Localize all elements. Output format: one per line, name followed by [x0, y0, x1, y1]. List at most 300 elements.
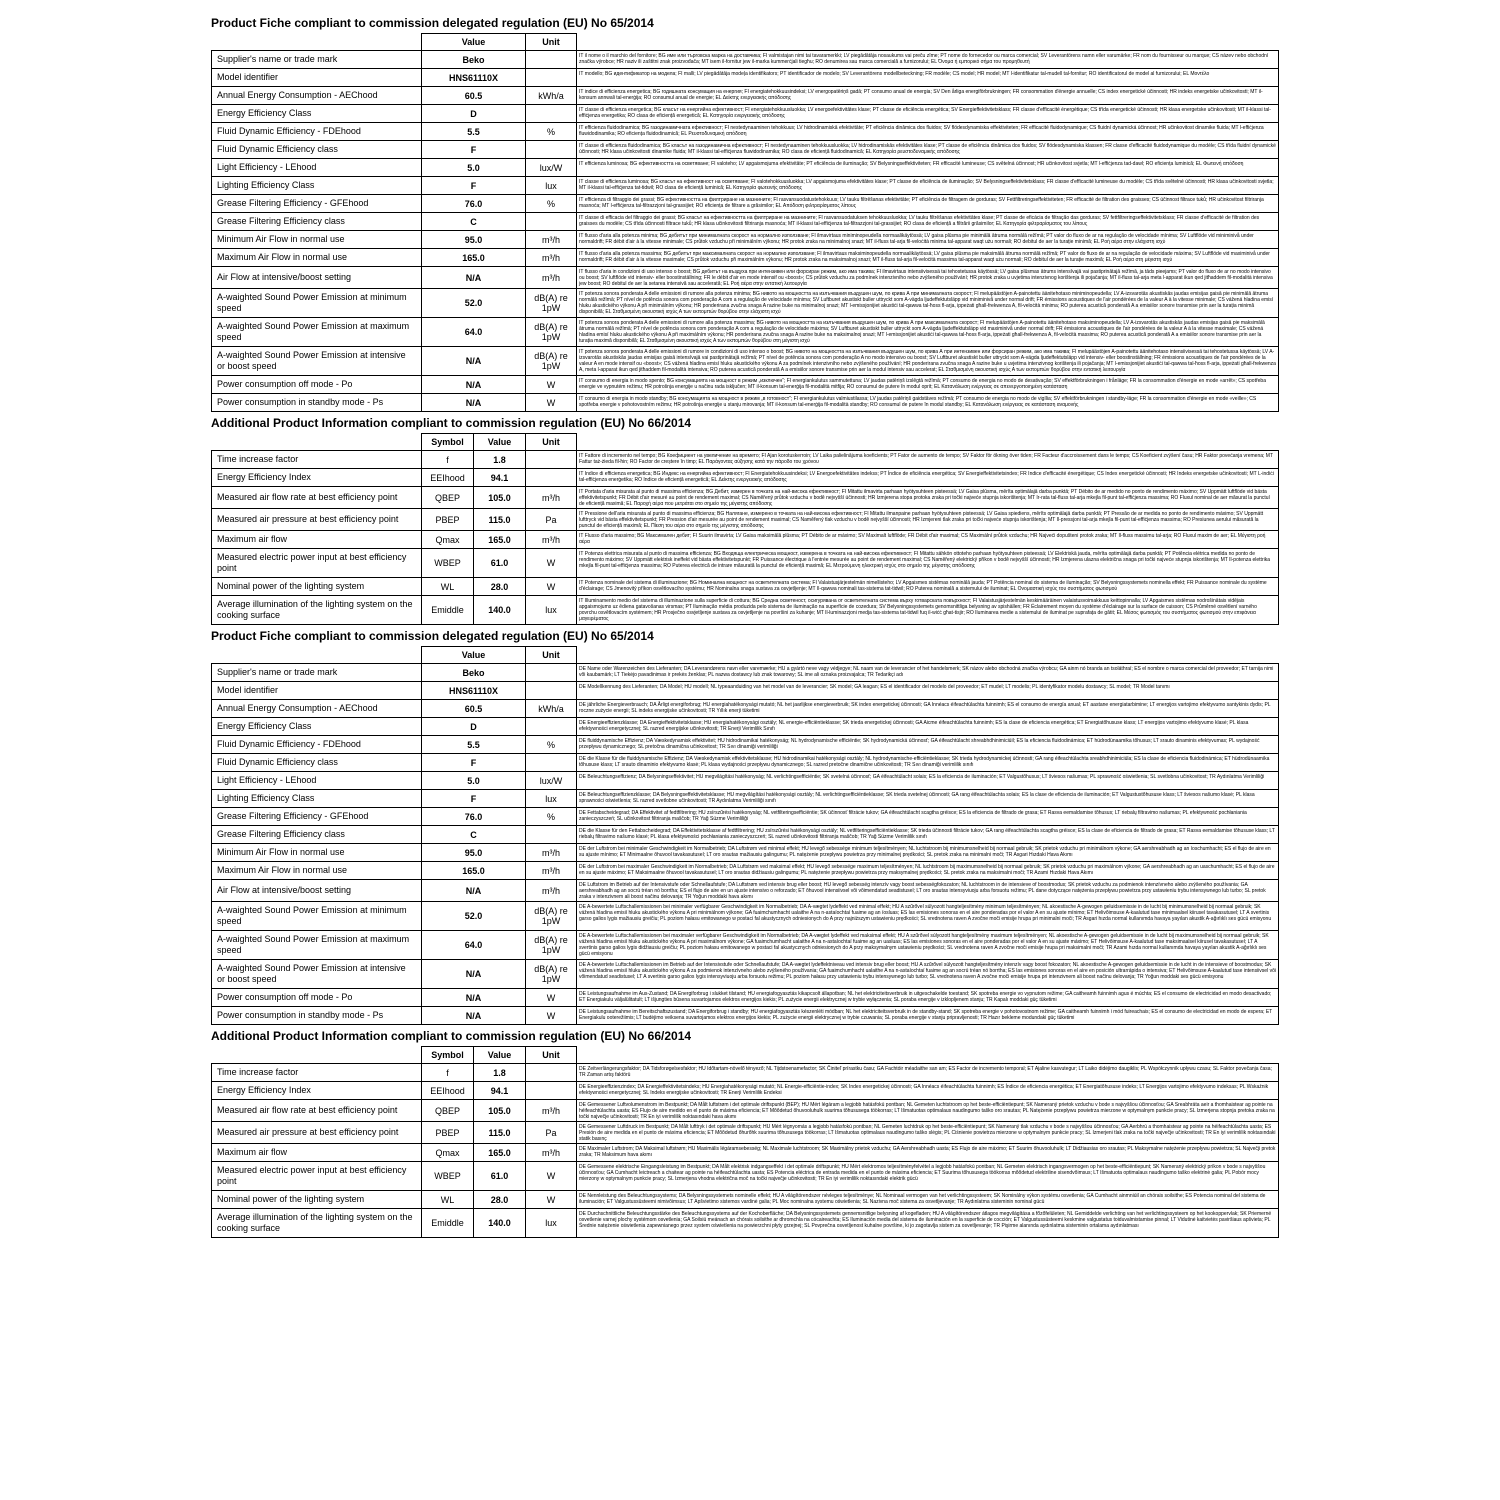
cell-symbol: WL — [422, 578, 474, 596]
cell-label: Time increase factor — [212, 1064, 422, 1082]
cell-value: Beko — [422, 664, 526, 682]
cell-label: A-waighted Sound Power Emission at maximum speed — [212, 318, 422, 347]
cell-label: A-waighted Sound Power Emission at minimum speed — [212, 289, 422, 318]
cell-label: Grease Filtering Efficiency - GFEhood — [212, 195, 422, 213]
cell-label: Maximum air flow — [212, 531, 422, 549]
cell-label: Maximum air flow — [212, 1144, 422, 1162]
cell-description: IT Potenza nominale del sistema di illuminazione; BG Номинална мощност на осветителната система; FI Valaistusjärjestelmän nimellisteho; LV Apgaismes sistēmas nominālā jauda; PT Potência nominal do sistema de iluminação; SV Belysningssystemets nominella effekt; FR Puissance nominale du système d'éclairage; CS Jmenovitý příkon osvětlovacího systému; HR Nominalna snaga sustava za osvjetljenje; MT Il-qawwa nominali tas-sistema tat-tidwil; RO Puterea nominală a sistemului de iluminat; EL Ονομαστική ισχύς του συστήματος φωτισμού — [577, 578, 1279, 596]
cell-label: Grease Filtering Efficiency - GFEhood — [212, 808, 422, 826]
fiche-table — [211, 646, 1279, 1025]
cell-unit — [526, 141, 577, 159]
table-row — [212, 664, 1279, 682]
cell-description: IT Illuminamento medio del sistema di illuminazione sulla superficie di cottura; BG Средна осветеност, осигурявана от осветителната система върху готварската повърхност; FI Valaistusjärjestelmän keskimääräinen valaistusvoimakkuus keittopinnalla; LV Apgaismes sistēmas nodrošinātais vidējais apgaismojums uz ēdiena gatavošanas virsmas; PT Iluminação média produzida pelo sistema de iluminação na superfície de cozedura; SV Belysningssystemets genomsnittliga belysning av spishällen; FR Éclairement moyen du système d'éclairage sur la surface de cuisson; CS Průměrné osvětlení varného povrchu osvětlovacím systémem; HR Prosječno osvjetljenje sustava za osvjetljenje na površini za kuhanje; MT Il-luminazzjoni medja tas-sistema tat-tidwil fuq il-wiċċ għat-tisjir; RO Iluminarea medie a sistemului de iluminat pe suprafața de gătit; EL Μέσος φωτισμός του συστήματος φωτισμού στην επιφάνεια μαγειρέματος — [577, 596, 1279, 625]
cell-unit: lux — [526, 1209, 577, 1238]
cell-symbol: WBEP — [422, 1162, 474, 1191]
cell-description: DE A-bewertete Luftschallemissionen bei maximaler verfügbarer Geschwindigkeit im Normalbetrieb; DA A-vægtet lydeffekt ved maksimal effekt; HU A szűrővel súlyozott hangteljesítmény maximum teljesítményen; NL akoestische A-gewogen geluidsemissie in de lucht bij maximumsnelheid bij normaal gebruik; SK vážená hladina emisií hluku akustického výkonu A pri maximálnom výkone; GA fuaimchumhacht ualaithe A na n-astaíochtaí fuaime ag an uasluas; ES las emisiones sonoras en el aire ponderadas por el valor A en su ajuste máximo; ET Helivõimsuse A-kaalutud tase maksimaalsel kiirusel tavakasutusel; LT A svertinis garso galios lygis didžiausiu greičiu; PL poziom hałasu emitowanego w postaci fal akustycznych odniesionych do A przy maksymalnym ustawieniu prędkości; SL vrednotena raven A zvočne moči emisije hrupa pri maksimalni moči; TR Azami hızda normal kullanımda havaya yayılan akustik A-ağırlıklı ses gücü emisyonu — [577, 931, 1279, 960]
cell-label: Measured electric power input at best efficiency point — [212, 549, 422, 578]
table-row — [212, 289, 1279, 318]
cell-description: DE Maximaler Luftstrom; DA Maksimal luftstrøm; HU Maximális légáramsebesség; NL Maximale luchtstroom; SK Maximálny prietok vzduchu; GA Aershreabhadh uasta; ES Flujo de aire máximo; ET Suurim õhuvooluhulk; LT Didžiausias oro srautas; PL Maksymalne natężenie przepływu powietrza; SL Največji pretok zraka; TR Maksimum hava akımı — [577, 1144, 1279, 1162]
table-row — [212, 195, 1279, 213]
table-row — [212, 989, 1279, 1007]
table-row — [212, 469, 1279, 487]
table-row — [212, 790, 1279, 808]
cell-description: IT Fattore di incremento nel tempo; BG Коефициент на увеличение на времето; FI Ajan korotuskerroin; LV Laika palielinājuma koeficients; PT Fator de aumento de tempo; SV Faktor för ökning över tiden; FR Facteur d'accroissement dans le temps; CS Koeficient zvýšení času; HR Faktor povećanja vremena; MT Fattur taż-żieda fil-ħin; RO Factor de creștere în timp; EL Παράγοντας αύξησης κατά την πάροδο του χρόνου — [577, 451, 1279, 469]
table-row — [212, 87, 1279, 105]
table-row — [212, 267, 1279, 289]
section-title: Additional Product Information compliant to commission regulation (EU) No 66/2014 — [211, 416, 692, 430]
cell-label: Energy Efficiency Index — [212, 469, 422, 487]
cell-value: N/A — [422, 880, 526, 902]
fiche-table — [211, 1046, 1279, 1238]
cell-description: IT consumo di energia in modo spento; BG консумацията на мощност в режим „изключен“; FI energiankulutus sammutettuna; LV jaudas patēriņš izslēgtā režīmā; PT consumo de energia no modo de desativação; SV effektförbrukningen i frånläge; FR la consommation d'énergie en mode «arrêt»; CS spotřeba energie ve vypnutém režimu; HR potrošnja energije u načinu rada isključen; MT il-konsum tal-enerġija fil-modalità mitfija; RO consumul de putere în modul oprit; EL Κατανάλωση ενέργειας σε απενεργοποιημένη κατάσταση — [577, 376, 1279, 394]
cell-value: 95.0 — [422, 844, 526, 862]
table-row — [212, 1191, 1279, 1209]
cell-value: 28.0 — [474, 578, 526, 596]
table-row — [212, 509, 1279, 531]
section-title: Additional Product Information compliant to commission regulation (EU) No 66/2014 — [211, 1029, 692, 1043]
table-row — [212, 682, 1279, 700]
cell-label: Minimum Air Flow in normal use — [212, 231, 422, 249]
cell-label: Power consumption off mode - Po — [212, 989, 422, 1007]
cell-unit: dB(A) re 1pW — [526, 318, 577, 347]
cell-label: Grease Filtering Efficiency class — [212, 826, 422, 844]
cell-description: DE die Klasse für die fluiddynamische Effizienz; DA Væskedynamisk effektivitetsklasse; HU hidrodinamikai hatékonysági osztály; NL hydrodynamische-efficiëntieklasse; SK trieda hydrodynamickej účinnosti; GA rang éifeachtúlachta sreabhdhinimiciúla; ES la clase de eficiencia fluidodinámica; ET hüdrodünaamika tõhususe klass; LT srauto dinaminio efektyvumo klasė; PL klasa wydajności przepływu dynamicznego; SL razred pretočne dinamične učinkovitosti; TR Sıvı dinamiği verimlilik sınıfı — [577, 754, 1279, 772]
cell-label: Power consumption in standby mode - Ps — [212, 1007, 422, 1025]
column-header-unit: Unit — [526, 1047, 577, 1064]
column-header-value: Value — [422, 647, 526, 664]
fiche-table — [211, 33, 1279, 412]
table-row — [212, 808, 1279, 826]
column-header-row — [212, 434, 1279, 451]
table-row — [212, 1007, 1279, 1025]
cell-value: 5.0 — [422, 772, 526, 790]
table-row — [212, 105, 1279, 123]
cell-unit: dB(A) re 1pW — [526, 931, 577, 960]
cell-label: Grease Filtering Efficiency class — [212, 213, 422, 231]
cell-unit: W — [526, 1191, 577, 1209]
header-spacer — [212, 34, 422, 51]
cell-symbol: PBEP — [422, 1122, 474, 1144]
cell-value: 94.1 — [474, 1082, 526, 1100]
column-header-value: Value — [474, 434, 526, 451]
cell-description: IT Flusso d'aria massimo; BG Максимален дебит; FI Suurin ilmavirta; LV Gaisa maksimālā plūsma; PT Débito de ar máximo; SV Maximalt luftflöde; FR Débit d'air maximal; CS Maximální průtok vzduchu; HR Najveći dopušteni protok zraka; MT Il-fluss massimu tal-arja; RO Fluxul maxim de aer; EL Μέγιστη ροή αέρα — [577, 531, 1279, 549]
column-header-symbol: Symbol — [422, 434, 474, 451]
cell-description: DE Energieeffizienzindex; DA Energieffektivitetsindeks; HU Energiahatékonysági mutató; NL Energie-efficiëntie-index; SK Index energetickej účinnosti; GA Innéacs éifeachtúlachta fuinnimh; ES Índice de eficiencia energética; ET Energiatõhususe indeks; LT Energijos vartojimo efektyvumo indeksas; PL Wskaźnik efektywności energetycznej; SL Indeks energijske učinkovitosti; TR Enerji Verimlilik Endeksi — [577, 1082, 1279, 1100]
cell-value: N/A — [422, 960, 526, 989]
table-row — [212, 177, 1279, 195]
fiche-table — [211, 433, 1279, 625]
cell-value: 165.0 — [422, 862, 526, 880]
cell-value: 76.0 — [422, 195, 526, 213]
cell-unit: Pa — [526, 509, 577, 531]
cell-value: 52.0 — [422, 289, 526, 318]
column-header-unit: Unit — [526, 434, 577, 451]
table-row — [212, 231, 1279, 249]
cell-description: IT il nome o il marchio del fornitore; BG име или търговска марка на доставчика; FI valmistajan nimi tai tavaramerkki; LV piegādātāja nosaukums vai preču zīme; PT nome do fornecedor ou marca comercial; SV Leverantörens namn eller varumärke; FR nom du fournisseur ou marque; CS název nebo obchodní značka výrobce; HR naziv ili zaštitni znak proizvođača; MT isem il-fornitur jew il-marka kummerċjali tiegħu; RO denumirea sau marca comercială a furnizorului; EL Όνομα ή εμπορικό σήμα του προμηθευτή — [577, 51, 1279, 69]
cell-label: Energy Efficiency Index — [212, 1082, 422, 1100]
table-row — [212, 394, 1279, 412]
column-header-row — [212, 34, 1279, 51]
table-row — [212, 1064, 1279, 1082]
cell-unit — [526, 826, 577, 844]
cell-unit — [526, 1064, 577, 1082]
cell-unit — [526, 213, 577, 231]
cell-value: 165.0 — [474, 531, 526, 549]
header-spacer — [577, 34, 1279, 51]
cell-description: DE Zeitverlängerungsfaktor; DA Tidsforøgelsesfaktor; HU Időtartam-növelő tényező; NL Tijdstoenamefactor; SK Činiteľ prírastku času; GA Fachtóir méadaithe san am; ES Factor de incremento temporal; ET Ajaline kasvutegur; LT Laiko didėjimo daugiklis; PL Współczynnik upływu czasu; SL Faktor povečanja časa; TR Zaman artış faktörü — [577, 1064, 1279, 1082]
cell-value: 1.8 — [474, 451, 526, 469]
cell-unit: W — [526, 549, 577, 578]
cell-value: HNS61110X — [422, 69, 526, 87]
cell-label: Fluid Dynamic Efficiency - FDEhood — [212, 123, 422, 141]
product-fiche-65-2014-b — [211, 629, 1280, 1025]
cell-unit: lux/W — [526, 159, 577, 177]
cell-label: A-waighted Sound Power Emission at maximum speed — [212, 931, 422, 960]
cell-description: IT efficienza luminosa; BG ефективността на осветяване; FI valoteho; LV apgaismojuma efektivitāte; PT eficiência de iluminação; SV Belysningseffektiviteten; FR efficacité lumineuse; CS světelná účinnost; HR učinkovitost svjetla; MT l-effiċjenza tad-dawl; RO eficiența luminică; EL Φωτεινή απόδοση — [577, 159, 1279, 177]
cell-value: 52.0 — [422, 902, 526, 931]
table-row — [212, 880, 1279, 902]
cell-value: F — [422, 141, 526, 159]
cell-unit: lux — [526, 790, 577, 808]
cell-label: Nominal power of the lighting system — [212, 1191, 422, 1209]
column-header-value: Value — [422, 34, 526, 51]
cell-unit: W — [526, 1007, 577, 1025]
cell-unit: W — [526, 376, 577, 394]
cell-unit: % — [526, 123, 577, 141]
cell-label: Measured air pressure at best efficiency point — [212, 509, 422, 531]
table-row — [212, 451, 1279, 469]
cell-label: Measured air flow rate at best efficiency point — [212, 487, 422, 509]
cell-value: 165.0 — [422, 249, 526, 267]
cell-description: IT Pressione dell'aria misurata al punto di massima efficienza; BG Налягане, измерено в точката на най-висока ефективност; FI Mitattu ilmanpaine parhaan hyötysuhteen pisteessä; LV Gaisa spiediens, mērīts optimālajā darba punktā; PT Pressão de ar medida no ponto de rendimento máximo; SV Uppmätt lufttryck vid bästa effektivitetspunkt; FR Pression d'air mesurée au point de rendement maximal; CS Naměřený tlak vzduchu v bodě nejvyšší účinnosti; HR Izmjereni tlak zraka pri točki najveće stupnja iskorištenja; MT Il-pressjoni tal-arja mkejla fil-punt tal-effiċjenza massima; RO Presiunea aerului măsurată la punctul de eficiență maximă; EL Πίεση του αέρα στο σημείο της μέγιστης απόδοσης — [577, 509, 1279, 531]
cell-unit — [526, 69, 577, 87]
table-row — [212, 902, 1279, 931]
cell-value: 64.0 — [422, 931, 526, 960]
cell-value: 61.0 — [474, 549, 526, 578]
cell-description: IT indice di efficienza energetica; BG годишната консумация на енергия; FI energiatehokkuusindeksi; LV energopatēriņš gadā; PT consumo anual de energia; SV Den årliga energiförbrukningen; FR consommation d'énergie annuelle; CS index energetické účinnosti; HR indeks energetske učinkovitosti; MT il-konsum annwali tal-enerġija; RO consumul anual de energie; EL Δείκτης ενεργειακής απόδοσης — [577, 87, 1279, 105]
table-row — [212, 531, 1279, 549]
cell-label: Maximum Air Flow in normal use — [212, 862, 422, 880]
cell-description: IT efficienza di filtraggio dei grassi; BG ефективността на филтриране на мазнините; FI rasvansuodatustehokkuus; LV tauku filtrēšanas efektivitāte; PT eficiência de filtragem de gorduras; SV Fettfiltreringseffektiviteten; FR efficacité de filtration des graisses; CS účinnost filtrace tuků; HR učinkovitost filtriranja masnoća; MT l-effiċjenza tal-filtrazzjoni tal-grassijiet; RO eficiența de filtrare a grăsimilor; EL Απόδοση φιλτραρίσματος λίπους — [577, 195, 1279, 213]
cell-symbol: EEIhood — [422, 1082, 474, 1100]
cell-label: Light Efficiency - LEhood — [212, 772, 422, 790]
cell-unit: dB(A) re 1pW — [526, 347, 577, 376]
table-row — [212, 844, 1279, 862]
section-title: Product Fiche compliant to commission delegated regulation (EU) No 65/2014 — [211, 16, 654, 30]
product-fiche-65-2014-a — [211, 16, 1280, 412]
cell-label: Fluid Dynamic Efficiency class — [212, 141, 422, 159]
cell-label: A-waighted Sound Power Emission at intensive or boost speed — [212, 347, 422, 376]
table-row — [212, 578, 1279, 596]
cell-value: 94.1 — [474, 469, 526, 487]
cell-symbol: PBEP — [422, 509, 474, 531]
cell-description: DE der Luftstrom bei minimaler Geschwindigkeit im Normalbetrieb; DA Luftstrøm ved minimal effekt; HU levegő sebessége minimum teljesítményen; NL luchtstroom bij minimumsnelheid bij normaal gebruik; SK prietok vzduchu pri minimálnom výkone; GA aershreabhadh ag an íoschumhacht; ES el flujo de aire en su ajuste mínimo; ET Minimaalne õhuvool tavakasutusel; LT oro srautas mažiausiu galingumu; PL natężenie przepływu powietrza przy minimalnej prędkości; SL pretok zraka na minimalni moči; TR Asgari Hızdaki Hava Akımı — [577, 844, 1279, 862]
cell-description: DE Name oder Warenzeichen des Lieferanten; DA Leverandørens navn eller varemærke; HU a gyártó neve vagy védjegye; NL naam van de leverancier of het handelsmerk; SK názov alebo obchodná značka výrobcu; GA ainm nó branda an tsoláthraí; ES el nombre o marca comercial del proveedor; ET tarnija nimi või kaubamärk; LT Tiekėjo pavadinimas ir prekės ženklas; PL nazwa dostawcy lub znak towarowy; SL ime ali oznaka proizvajalca; TR Tedarikçi adı — [577, 664, 1279, 682]
table-row — [212, 718, 1279, 736]
cell-unit: m³/h — [526, 880, 577, 902]
table-row — [212, 376, 1279, 394]
cell-value: F — [422, 177, 526, 195]
cell-symbol: QBEP — [422, 1100, 474, 1122]
cell-unit: m³/h — [526, 844, 577, 862]
cell-value: 105.0 — [474, 1100, 526, 1122]
header-spacer — [212, 647, 422, 664]
table-row — [212, 1082, 1279, 1100]
cell-label: Model identifier — [212, 69, 422, 87]
cell-description: IT flusso d'aria in condizioni di uso intenso o boost; BG дебитът на въздуха при интензивен или форсиран режим, ако има такива; FI ilmavirtaus intensiivisessä tai tehostetussa käytössä; LV gaisa plūsmas ātrums intensīvajā vai pastiprinātajā režīmā, ja tāds pieejams; PT valor do fluxo de ar no modo intensivo ou boost; SV luftflöde vid intensiv- eller boostinställning; FR le débit d'air en mode intensif ou «boost»; CS průtok vzduchu za podmínek intenzivního nebo zvýšeného používání; HR protok zraka u uvjetima intenzivnog korištenja ili pojačanja; MT il-fluss tal-arja meta l-apparat ikun qed jitħaddem fil-modalità intensiva jew boost; RO debitul de aer la setarea intensivă sau accelerată; EL Ροή αέρα στην εντατική λειτουργία — [577, 267, 1279, 289]
cell-description: IT Indice di efficienza energetica; BG Индекс на енергийна ефективност; FI Energiatehokkuusindeksi; LV Energoefektivitātes indekss; PT Índice de eficiência energética; SV Energieffektivitetsindex; FR Indice d'efficacité énergétique; CS Index energetické účinnosti; HR Indeks energetske učinkovitosti; MT L-indiċi tal-effiċjenza enerġetika; RO Indice de eficiență energetică; EL Δείκτης ενεργειακής απόδοσης — [577, 469, 1279, 487]
table-row — [212, 1209, 1279, 1238]
cell-label: Measured air flow rate at best efficiency point — [212, 1100, 422, 1122]
cell-unit: m³/h — [526, 862, 577, 880]
cell-value: 115.0 — [474, 1122, 526, 1144]
column-header-row — [212, 1047, 1279, 1064]
cell-value: 115.0 — [474, 509, 526, 531]
table-row — [212, 1144, 1279, 1162]
cell-label: Air Flow at intensive/boost setting — [212, 267, 422, 289]
cell-value: 5.5 — [422, 736, 526, 754]
table-row — [212, 1162, 1279, 1191]
cell-description: DE Leistungsaufnahme im Bereitschaftszustand; DA Energiforbrug i standby; HU energiafogyasztás készenléti módban; NL het elektriciteitsverbruik in de standby-stand; SK spotreba energie v pohotovostnom režime; GA caitheamh fuinnimh i mód fuireachais; ES el consumo de electricidad en modo de espera; ET Energiakulu ooterežiimis; LT budėjimo veiksena suvartojamos elektros energijos kiekis; PL zużycie energii elektrycznej w trybie czuwania; SL poraba energije v stanju pripravljenosti; TR Hazır bekleme modundaki güç tüketimi — [577, 1007, 1279, 1025]
cell-label: Lighting Efficiency Class — [212, 790, 422, 808]
cell-unit — [526, 105, 577, 123]
cell-unit: W — [526, 394, 577, 412]
cell-description: IT flusso d'aria alla potenza minima; BG дебитът при минималната скорост на нормално използване; FI ilmavirtaus miniminopeudella normaalikäytössä; LV gaisa plūsma pie minimālā ātruma normālā režīmā; PT valor do fluxo de ar na regulação de velocidade mínima; SV Luftflöde vid miniminivå under normaldrift; FR débit d'air à la vitesse minimale; CS průtok vzduchu při minimálním výkonu; HR protok zraka na minimalnoj snazi; MT il-fluss tal-arja fil-veloċità minima tal-apparat waqt użu normali; RO debitul de aer la turație minimă; EL Ροή αέρα στην ελάχιστη ισχύ — [577, 231, 1279, 249]
cell-description: DE Gemessene elektrische Eingangsleistung im Bestpunkt; DA Målt elektrisk indgangseffekt i det optimale driftspunkt; HU Mért elektromos teljesítményfelvétel a legjobb hatásfokú pontban; NL Gemeten elektrisch ingangsvermogen op het beste-efficiëntiepunt; SK Nameraný elektrický príkon v bode s najvyššou účinnosťou; GA Cumhacht leictreach a chaitear ag pointe na héifeachtúlachta uasta; ES Potencia eléctrica de entrada medida en el punto de máxima eficiencia; ET Suurima tõhususega töökorras mõõdetud elektriline sisendvõimsus; LT Išmatuota optimalaus naudingumo taško elektrinė galia; PL Pobór mocy mierzony w optymalnym punkcie pracy; SL Izmerjena vhodna električna moč na točki največje učinkovitosti; TR En iyi verimlilik noktasındaki elektrik gücü — [577, 1162, 1279, 1191]
cell-value: N/A — [422, 376, 526, 394]
cell-unit: kWh/a — [526, 87, 577, 105]
cell-unit: kWh/a — [526, 700, 577, 718]
cell-label: Minimum Air Flow in normal use — [212, 844, 422, 862]
cell-description: IT potenza sonora ponderata A delle emissioni di rumore alla potenza minima; BG нивото на мощността на излъчвания въздушен шум, по крива А при минималната скорост; FI melupäästöjen A-painotettu äänitehotaso miniminopeudella; LV A-izsvarotās akustiskās jaudas emisijas gaisā pie minimālā ātruma normālā režīmā; PT nível de potência sonora com ponderação A com a regulação de velocidade mínima; SV Luftburet akustiskt buller uttryckt som A-vägda ljudeffektutsläpp vid miniminivå under normal drift; FR émissions acoustiques de l'air pondérées de la valeur A à la vitesse minimale; CS vážená hladina emisí hluku akustického výkonu A při minimálním výkonu; HR ponderirana zvučna snaga A razine buke na minimalnoj snazi; MT l-emissjonijiet akustiċi tal-qawwa tal-ħoss fl-arja, ippeżati għall-frekwenza A, fil-veloċità minima; RO puterea acustică ponderată A a emisiilor sonore transmise prin aer la turația minimă disponibilă; EL Σταθμισμένη ακουστική ισχύς Α των εκπομπών θορύβου στην ελάχιστη ισχύ — [577, 289, 1279, 318]
cell-value: N/A — [422, 347, 526, 376]
cell-value: 5.5 — [422, 123, 526, 141]
table-row — [212, 960, 1279, 989]
cell-value: 60.5 — [422, 87, 526, 105]
cell-label: A-waighted Sound Power Emission at minimum speed — [212, 902, 422, 931]
additional-info-66-2014-a — [211, 416, 1280, 625]
cell-label: Measured electric power input at best efficiency point — [212, 1162, 422, 1191]
cell-symbol: Qmax — [422, 531, 474, 549]
cell-label: Energy Efficiency Class — [212, 718, 422, 736]
cell-value: 5.0 — [422, 159, 526, 177]
column-header-row — [212, 647, 1279, 664]
cell-label: Supplier's name or trade mark — [212, 664, 422, 682]
cell-value: D — [422, 718, 526, 736]
cell-symbol: QBEP — [422, 487, 474, 509]
cell-description: DE jährliche Energieverbrauch; DA Årligt energiforbrug; HU energiahatékonysági mutató; NL het jaarlijkse energieverbruik; SK index energetickej účinnosti; GA Innéacs éifeachtúlachta fuinnimh; ES el consumo de energía anual; ET aastane energiatarbimine; LT energijos vartojimo efektyvumo santykinis dydis; PL roczne zużycie energii; SL indeks energijske učinkovitosti; TR Yıllık enerji tüketimi — [577, 700, 1279, 718]
cell-description: DE Durchschnittliche Beleuchtungsstärke des Beleuchtungssystems auf der Kochoberfläche; DA Belysningssystemets gennemsnitlige belysning af kogefladen; HU A világítórendszer átlagos megvilágítása a főzőfelületen; NL Gemiddelde verlichting van het verlichtingssysteem op het kookoppervlak; SK Priemerné osvetlenie varnej plochy systémom osvetlenia; GA Soilsiú meánach an chórais soilsithe ar dhromchla na cócaireachta; ES Iluminación media del sistema de iluminación en la superficie de cocción; ET Valgustussüsteemi keskmine valgustatus toiduvalmistamise pinnal; LT Vidutinė kaitvietės paviršiaus apšvieta; PL Średnie natężenie oświetlenia zapewnianego przez system oświetlenia na powierzchni płyty grzejnej; SL Povprečna osvetljenost kuhalne površine, ki jo zagotavlja sistem za osvetljevanje; TR Pişirme alanında aydınlatma sisteminin ortalama aydınlatması — [577, 1209, 1279, 1238]
cell-unit: m³/h — [526, 249, 577, 267]
additional-info-66-2014-b — [211, 1029, 1280, 1238]
cell-unit — [526, 682, 577, 700]
cell-value: 140.0 — [474, 1209, 526, 1238]
cell-unit: W — [526, 578, 577, 596]
cell-description: IT classe di efficienza luminosa; BG класът на ефективност на осветяване; FI valotehokkuusluokka; LV apgaismojuma efektivitātes klase; PT classe de eficiência de iluminação; SV Belysningseffektivitetsklass; FR classe d'efficacité lumineuse du modèle; CS třída světelné účinnosti; HR klasa učinkovitosti svjetla; MT il-klassi tal-effiċjenza tat-tidwil; RO clasa de eficiență luminică; EL Κατηγορία φωτεινής απόδοσης — [577, 177, 1279, 195]
table-row — [212, 69, 1279, 87]
cell-symbol: WBEP — [422, 549, 474, 578]
cell-label: Fluid Dynamic Efficiency - FDEhood — [212, 736, 422, 754]
cell-unit: lux — [526, 596, 577, 625]
cell-description: IT classe di efficacia del filtraggio dei grassi; BG класът на ефективността на филтриране на мазнините; FI rasvansuodatuksen tehokkuusluokka; LV tauku filtrēšanas efektivitātes klase; PT classe de eficácia de filtração das gorduras; SV fettfiltreringseffektivitetsklass; FR classe d'efficacité de filtration des graisses du modèle; CS třída účinnosti filtrace tuků; HR klasa učinkovitosti filtriranja masnoća; MT il-klassi tal-effiċjenza tal-filtrazzjoni tal-grassijiet; RO clasa de eficiență a filtrării grăsimilor; EL Κατηγορία φιλτραρίσματος του λίπους — [577, 213, 1279, 231]
header-spacer — [577, 1047, 1279, 1064]
cell-label: Time increase factor — [212, 451, 422, 469]
table-row — [212, 318, 1279, 347]
cell-label: Annual Energy Consumption - AEChood — [212, 700, 422, 718]
cell-value: C — [422, 826, 526, 844]
cell-label: Annual Energy Consumption - AEChood — [212, 87, 422, 105]
table-row — [212, 596, 1279, 625]
cell-value: 28.0 — [474, 1191, 526, 1209]
cell-description: DE Beleuchtungseffizienz; DA Belysningseffektivitet; HU megvilágítási hatékonyság; NL verlichtingsefficiëntie; SK svetelná účinnosť; GA éifeachtúlacht solais; ES la eficiencia de iluminación; ET Valgustõhusus; LT šviesos našumas; PL sprawność oświetlenia; SL svetlobna učinkovitost; TR Aydınlatma Verimliliği — [577, 772, 1279, 790]
cell-value: Beko — [422, 51, 526, 69]
table-row — [212, 549, 1279, 578]
column-header-unit: Unit — [526, 647, 577, 664]
cell-symbol: EEIhood — [422, 469, 474, 487]
table-row — [212, 347, 1279, 376]
cell-unit — [526, 664, 577, 682]
cell-description: IT potenza sonora ponderata A delle emissioni di rumore in condizioni di uso intenso o boost; BG нивото на мощността на излъчвания въздушен шум, по крива А при интензивен или форсиран режим, ако има такива; FI melupäästöjen A-painotettu äänitehotaso intensiivisessä tai tehostetussa käytössä; LV A-izsvarotās akustiskās jaudas emisijas gaisā intensīvajā vai pastiprinātajā režīmā; PT nível de potência sonora com ponderação A no modo intensivo ou boost; SV Luftburet akustiskt buller uttryckt som A-vägda ljudeffektutsläpp vid intensiv- eller boostinställning; FR émissions acoustiques de l'air pondérées de la valeur A en mode intensif ou «boost»; CS vážená hladina emisí hluku akustického výkonu A za podmínek intenzivního nebo zvýšeného používání; HR ponderirana zvučna snaga A razine buke u uvjetima intenzivnog korištenja ili pojačanja; MT l-emissjonijiet akustiċi tal-qawwa tal-ħoss fl-arja, ippeżati għall-frekwenza A, meta l-apparat ikun qed jitħaddem fil-modalità intensiva; RO puterea acustică ponderată A a emisiilor sonore transmise prin aer la modul intensiv sau accelerat; EL Σταθμισμένη ακουστική ισχύς Α των εκπομπών θορύβου στην εντατική λειτουργία — [577, 347, 1279, 376]
cell-value: 64.0 — [422, 318, 526, 347]
cell-unit: % — [526, 736, 577, 754]
cell-value: HNS61110X — [422, 682, 526, 700]
cell-description: DE Leistungsaufnahme im Aus-Zustand; DA Energiforbrug i slukket tilstand; HU energiafogyasztás kikapcsolt állapotban; NL het elektriciteitsverbruik in uitgeschakelde toestand; SK spotreba energie vo vypnutom režime; GA caitheamh fuinnimh agus é múchta; ES el consumo de electricidad en modo desactivado; ET Energiakulu väljalülitatult; LT išjungties būsena suvartojamos elektros energijos kiekis; PL zużycie energii elektrycznej w trybie wyłączenia; SL poraba energije v izklopljenem stanju; TR Kapalı moddaki güç tüketimi — [577, 989, 1279, 1007]
cell-description: IT consumo di energia in modo standby; BG консумацията на мощност в режим „в готовност“; FI energiankulutus valmiustilassa; LV jaudas patēriņš gaidstāves režīmā; PT consumo de energia no modo de vigília; SV effektförbrukningen i standby-läge; FR la consommation d'énergie en mode «veille»; CS spotřeba energie v pohotovostním režimu; HR potrošnja energije u stanju mirovanja; MT il-konsum tal-enerġija fil-modalità standby; RO consumul de putere în modul standby; EL Κατανάλωση ενέργειας σε κατάσταση αναμονής — [577, 394, 1279, 412]
cell-label: Power consumption in standby mode - Ps — [212, 394, 422, 412]
header-spacer — [577, 647, 1279, 664]
cell-unit — [526, 1082, 577, 1100]
table-row — [212, 931, 1279, 960]
cell-description: DE Nennleistung des Beleuchtungssystems; DA Belysningssystemets nominelle effekt; HU A világítórendszer névleges teljesítménye; NL Nominaal vermogen van het verlichtingssysteem; SK Nominálny výkon systému osvetlenia; GA Cumhacht ainmniúil an chórais soilsithe; ES Potencia nominal del sistema de iluminación; ET Valgustussüsteemi nimivõimsus; LT Apšvietimo sistemos vardinė galia; PL Moc nominalna systemu oświetlenia; SL Nazivna moč sistema za osvetljevanje; TR Aydınlatma sisteminin nominal gücü — [577, 1191, 1279, 1209]
cell-description: DE Modellkennung des Lieferanten; DA Model; HU modell; NL typeaanduiding van het model van de leverancier; SK model; GA leagan; ES el identificador del modelo del proveedor; ET mudel; LT modelis; PL identyfikator modelu dostawcy; SL model; TR Model tanımı — [577, 682, 1279, 700]
cell-unit — [526, 718, 577, 736]
cell-label: Average illumination of the lighting system on the cooking surface — [212, 596, 422, 625]
cell-symbol: WL — [422, 1191, 474, 1209]
cell-unit: dB(A) re 1pW — [526, 289, 577, 318]
cell-label: Nominal power of the lighting system — [212, 578, 422, 596]
cell-label: Maximum Air Flow in normal use — [212, 249, 422, 267]
cell-unit: m³/h — [526, 487, 577, 509]
cell-unit — [526, 51, 577, 69]
cell-symbol: Qmax — [422, 1144, 474, 1162]
table-row — [212, 862, 1279, 880]
table-row — [212, 141, 1279, 159]
cell-unit: lux/W — [526, 772, 577, 790]
cell-label: Power consumption off mode - Po — [212, 376, 422, 394]
cell-value: 76.0 — [422, 808, 526, 826]
table-row — [212, 249, 1279, 267]
cell-unit — [526, 451, 577, 469]
cell-value: N/A — [422, 394, 526, 412]
cell-label: Lighting Efficiency Class — [212, 177, 422, 195]
cell-unit: % — [526, 808, 577, 826]
cell-description: IT modello; BG идентификатор на модела; FI malli; LV piegādātāja modeļa identifikators; PT identificador de modelo; SV Leverantörens modellbeteckning; FR modèle; CS model; HR model; MT l-identifikatur tal-mudell tal-fornitur; RO identificatorul de model al furnizorului; EL Μοντέλο — [577, 69, 1279, 87]
cell-value: F — [422, 754, 526, 772]
column-header-unit: Unit — [526, 34, 577, 51]
table-row — [212, 772, 1279, 790]
cell-unit: W — [526, 989, 577, 1007]
cell-symbol: Emiddle — [422, 1209, 474, 1238]
cell-description: IT flusso d'aria alla potenza massima; BG дебитът при максималната скорост на нормално използване; FI ilmavirtaus maksiminopeudella normaalikäytössä; LV gaisa plūsma pie maksimālā ātruma normālā režīmā; PT valor do fluxo de ar na regulação de velocidade máxima; SV Luftflöde vid maximinivå under normaldrift; FR débit d'air à la vitesse maximale; CS průtok vzduchu při maximálním výkonu; HR protok zraka na maksimalnoj snazi; MT il-fluss tal-arja fil-veloċità massima tal-apparat waqt użu normali; RO debitul de aer la turație maximă; EL Ροή αέρα στη μέγιστη ισχύ — [577, 249, 1279, 267]
header-spacer — [212, 434, 422, 451]
cell-symbol: f — [422, 1064, 474, 1082]
table-row — [212, 487, 1279, 509]
cell-unit: dB(A) re 1pW — [526, 902, 577, 931]
cell-description: DE Beleuchtungseffizienzklasse; DA Belysningseffektivitetsklasse; HU megvilágítási hatékonysági osztály; NL verlichtingsefficiëntieklasse; SK trieda svetelnej účinnosti; GA rang éifeachtúlachta solais; ES la clase de eficiencia de iluminación; ET Valgustustõhususe klass; LT šviesos našumo klasė; PL klasa sprawności oświetlenia; SL razred svetlobne učinkovitosti; TR Aydınlatma Verimliliği sınıfı — [577, 790, 1279, 808]
cell-description: IT classe di efficienza energetica; BG класът на енергийна ефективност; FI energiatehokkuusluokka; LV energoefektivitātes klase; PT classe de eficiência energética; SV Energieffektivitetsklass; FR classe d'efficacité énergétique; CS třída energetické účinnosti; HR klasa energetske učinkovitosti; MT il-klassi tal-effiċjenza energetika; RO clasa de eficiență energetică; EL Κατηγορία ενεργειακής απόδοσης — [577, 105, 1279, 123]
cell-description: DE A-bewertete Luftschallemissionen im Betrieb auf der Intensivstufe oder Schnellaufstufe; DA A-vægtet lydeffektniveau ved intensiv brug eller boost; HU A szűrővel súlyozott hangteljesítmény intenzív vagy boost fokozaton; NL akoestische A-gewogen geluidsemissie in de lucht in de intensieve of boostmodus; SK vážená hladina emisií hluku akustického výkonu A za podmienok intenzívneho alebo zvýšeného používania; GA fuaimchumhacht ualaithe A na n-astaíochtaí fuaime ag an socrú tréan nó borrtha; ES las emisiones sonoras en el aire en posición ultrarrápida o intensiva; ET Helivõimsuse A-kaalutud tase intensiivsel või võimendatud seadistusel; LT A svertinis garso galios lygis intensyviuoju arba forsuotu režimu; PL poziom hałasu przy ustawieniu trybu intensywnego lub turbo; SL vrednotena raven A zvočne moči emisije hrupa pri intenzivnem ali boost načinu delovanja; TR Yoğun moddaki ses gücü emisyonu — [577, 960, 1279, 989]
cell-description: DE Energieeffizienzklasse; DA Energieffektivitetsklasse; HU energiahatékonysági osztály; NL energie-efficiëntieklasse; SK trieda energetickej účinnosti; GA Aicme éifeachtúlachta fuinnimh; ES la clase de eficiencia energética; ET Energiatõhususe klass; LT energijos vartojimo efektyvumo klasė; PL klasa efektywności energetycznej; SL razred energijske učinkovitosti; TR Enerji Verimlilik Sınıfı — [577, 718, 1279, 736]
cell-unit: m³/h — [526, 231, 577, 249]
cell-label: Fluid Dynamic Efficiency class — [212, 754, 422, 772]
cell-value: N/A — [422, 1007, 526, 1025]
cell-description: IT classe di efficienza fluidodinamica; BG класът на газодинамична ефективност; FI nestedynaaminen tehokkuusluokka; LV hidrodinamiskās efektivitātes klase; PT classe de eficiência dinâmica dos fluidos; SV flödesdynamiska klassen; FR classe d'efficacité fluidodynamique du modèle; CS třída fluidní dynamické účinnosti; HR klasa učinkovitosti dinamike fluida; MT il-klassi tal-effiċjenza fluwidodinamika; RO clasa de eficiență fluidodinamică; EL Κατηγορία ρευστοδυναμικής απόδοσης — [577, 141, 1279, 159]
cell-unit: lux — [526, 177, 577, 195]
cell-value: 60.5 — [422, 700, 526, 718]
cell-description: DE Fettabscheidegrad; DA Effektivitet af fedtfiltrering; HU zsírszűrési hatékonyság; NL vetfilteringsefficiëntie; SK účinnosť filtrácie tukov; GA éifeachtúlacht scagtha gréisce; ES la eficiencia de filtrado de grasa; ET Rasva eemaldamise tõhusus; LT riebalų filtravimo našumas; PL efektywność pochłaniania zanieczyszczeń; SL učinkovitost filtriranja maščob; TR Yağ Süzme Verimliliği — [577, 808, 1279, 826]
cell-value: 61.0 — [474, 1162, 526, 1191]
cell-label: Measured air pressure at best efficiency point — [212, 1122, 422, 1144]
cell-unit — [526, 469, 577, 487]
column-header-value: Value — [474, 1047, 526, 1064]
header-spacer — [577, 434, 1279, 451]
header-spacer — [212, 1047, 422, 1064]
cell-unit: m³/h — [526, 267, 577, 289]
cell-value: 165.0 — [474, 1144, 526, 1162]
cell-description: DE A-bewertete Luftschallemissionen bei minimaler verfügbarer Geschwindigkeit im Normalbetrieb; DA A-vægtet lydeffekt ved minimal effekt; HU A szűrővel súlyozott hangteljesítmény minimum teljesítményen; NL akoestische A-gewogen geluidsemissie in de lucht bij minimumsnelheid bij normaal gebruik; SK vážená hladina emisií hluku akustického výkonu A pri minimálnom výkone; GA fuaimchumhacht ualaithe A na n-astaíochtaí fuaime ag an íosluas; ES las emisiones sonoras en el aire ponderadas por el valor A en su ajuste mínimo; ET Helivõimsuse A-kaalutud tase minimaalsel kiirusel tavakasutusel; LT A svertinis garso galios lygis mažiausiu greičiu; PL poziom hałasu emitowanego w postaci fal akustycznych odniesionych do A przy najniższym ustawieniu prędkości; SL vrednotena raven A zvočne moči emisije hrupa pri minimalni moči; TR Asgari hızda normal kullanımda havaya yayılan akustik A-ağırlıklı ses gücü emisyonu — [577, 902, 1279, 931]
cell-label: Model identifier — [212, 682, 422, 700]
table-row — [212, 51, 1279, 69]
cell-description: DE Luftstrom im Betrieb auf der Intensivstufe oder Schnellaufstufe; DA Luftstrøm ved intensiv brug eller boost; HU levegő sebesség intenzív vagy boost sebességfokozaton; NL luchtstroom in de intensieve of boostmodus; SK prietok vzduchu za podmienok intenzívneho alebo zvýšeného používania; GA aershreabhadh ag an socrú tréan nó borrtha; ES el flujo de aire en un ajuste intensivo o reforzado; ET õhuvool intensiivsel või võimendatud seadistusel; LT oro srautas intensyviuoju arba forsuotu režimu; PL dane dotyczące natężenia przepływu powietrza przy ustawieniu trybu intensywnego lub turbo; SL pretok zraka v intenzivnem ali boost načinu delovanja; TR Yoğun moddaki hava akımı — [577, 880, 1279, 902]
cell-description: DE Gemessener Luftvolumenstrom im Bestpunkt; DA Målt luftstrøm i det optimale driftspunkt (BEP); HU Mért légáram a legjobb hatásfokú pontban; NL Gemeten luchtstroom op het beste-efficiëntiepunt; SK Nameraný prietok vzduchu v bode s najvyššou účinnosťou; GA Sreabhráta aeir a thomhaistear ag pointe na héifeachtúlachta uasta; ES Flujo de aire medido en el punto de máxima eficiencia; ET Mõõdetud õhuvooluhulk suurima tõhususega töökorras; LT Išmatuotas optimalaus naudingumo taško oro srautas; PL Natężenie przepływu powietrza mierzone w optymalnym punkcie pracy; SL Izmerjena stopnja pretoka zraka na točki največje učinkovitosti; TR En iyi verimlilik noktasındaki hava akımı — [577, 1100, 1279, 1122]
cell-value: C — [422, 213, 526, 231]
cell-label: Air Flow at intensive/boost setting — [212, 880, 422, 902]
cell-description: IT Potenza elettrica misurata al punto di massima efficienza; BG Входяща електрическа мощност, измерена в точката на най-висока ефективност; FI Mitattu sähkön ottoteho parhaan hyötysuhteen pisteessä; LV Elektriskā jauda, mērīta optimālajā darba punktā; PT Potência elétrica medida no ponto de rendimento máximo; SV Uppmätt elektrisk ineffekt vid bästa effektivitetspunkt; FR Puissance électrique à l'entrée mesurée au point de rendement maximal; CS Naměřený elektrický příkon v bodě nejvyšší účinnosti; HR Izmjerena ulazna električna snaga pri točki najveće stupnja iskorištenja; MT Il-potenza elettrika mkejla fil-punt tal-effiċjenza massima; RO Puterea electrică de intrare măsurată la punctul de eficiență maximă; EL Μετρούμενη ηλεκτρική ισχύς στο σημείο της μέγιστης απόδοσης — [577, 549, 1279, 578]
cell-symbol: f — [422, 451, 474, 469]
cell-unit: % — [526, 195, 577, 213]
cell-description: DE fluiddynamische Effizienz; DA Væskedynamisk effektivitet; HU hidrodinamikai hatékonyság; NL hydrodynamische efficiëntie; SK hydrodynamická účinnosť; GA éifeachtúlacht shreabhdhinimiciúil; ES la eficiencia fluidodinámica; ET hüdrodünaamika tõhusus; LT srauto dinaminis efektyvumas; PL wydajność przepływu dynamicznego; SL pretočna dinamična učinkovitost; TR Sıvı dinamiği verimliliği — [577, 736, 1279, 754]
cell-description: IT Portata d'aria misurata al punto di massima efficienza; BG Дебит, измерен в точката на най-висока ефективност; FI Mitattu ilmavirta parhaan hyötysuhteen pisteessä; LV Gaisa plūsma, mērīta optimālajā darba punktā; PT Débito de ar medido no ponto de rendimento máximo; SV Uppmätt luftflöde vid bästa effektivitetspunkt; FR Débit d'air mesuré au point de rendement maximal; CS Naměřený průtok vzduchu v bodě nejvyšší účinnosti; HR Izmjerena stopa protoka zraka pri točki najveće stupnja iskorištenja; MT Ir-rata tal-fluss tal-arja mkejla fil-punt tal-effiċjenza massima; RO Fluxul nominal de aer măsurat la punctul de eficiență maximă; EL Παροχή αέρα που μετράται στο σημείο της μέγιστης απόδοσης — [577, 487, 1279, 509]
table-row — [212, 736, 1279, 754]
cell-unit: Pa — [526, 1122, 577, 1144]
cell-unit: dB(A) re 1pW — [526, 960, 577, 989]
table-row — [212, 213, 1279, 231]
cell-value: 140.0 — [474, 596, 526, 625]
table-row — [212, 826, 1279, 844]
cell-value: 95.0 — [422, 231, 526, 249]
cell-value: F — [422, 790, 526, 808]
table-row — [212, 123, 1279, 141]
cell-description: DE Gemessener Luftdruck im Bestpunkt; DA Målt lufttryk i det optimale driftspunkt; HU Mért légnyomás a legjobb hatásfokú pontban; NL Gemeten luchtdruk op het beste-efficiëntiepunt; SK Nameraný tlak vzduchu v bode s najvyššou účinnosťou; GA Aerbhrú a thomhaistear ag pointe na héifeachtúlachta uasta; ES Presión de aire medida en el punto de máxima eficiencia; ET Mõõdetud õhurõhk suurima tõhususega töökorras; LT Išmatuotas optimalaus naudingumo taško slėgis; PL Ciśnienie powietrza mierzone w optymalnym punkcie pracy; SL Izmerjeni tlak zraka na točki največje učinkovitosti; TR En iyi verimlilik noktasındaki statik basınç — [577, 1122, 1279, 1144]
cell-label: Light Efficiency - LEhood — [212, 159, 422, 177]
cell-label: Supplier's name or trade mark — [212, 51, 422, 69]
cell-unit — [526, 754, 577, 772]
cell-value: N/A — [422, 989, 526, 1007]
cell-unit: m³/h — [526, 1100, 577, 1122]
cell-label: A-waighted Sound Power Emission at intensive or boost speed — [212, 960, 422, 989]
table-row — [212, 754, 1279, 772]
table-row — [212, 1122, 1279, 1144]
cell-description: IT efficienza fluidodinamica; BG газодинамичната ефективност; FI nestedynaaminen tehokkuus; LV hidrodinamiskā efektivitāte; PT eficiência dinâmica dos fluidos; SV flödesdynamiska effektiviteten; FR efficacité fluidodynamique; CS fluidní dynamická účinnost; HR učinkovitost dinamike fluida; MT l-effiċjenza fluwidodinamika; RO eficiența fluidodinamică; EL Ρευστοδυναμική απόδοση — [577, 123, 1279, 141]
cell-unit: m³/h — [526, 1144, 577, 1162]
cell-unit: m³/h — [526, 531, 577, 549]
table-row — [212, 1100, 1279, 1122]
cell-value: 1.8 — [474, 1064, 526, 1082]
cell-description: DE die Klasse für den Fettabscheidegrad; DA Effektivitetsklasse af fedtfiltrering; HU zsírszűrési hatékonysági osztály; NL vetfilteringsefficiëntieklasse; SK trieda účinnosti filtrácie tukov; GA rang éifeachtúlachta scagtha gréisce; ES la clase de eficiencia de filtrado de grasa; ET Rasva eemaldamise tõhususe klass; LT riebalų filtravimo našumo klasė; PL klasa efektywności pochłaniania zanieczyszczeń; SL razred učinkovitosti filtriranja maščob; TR Yağ Süzme Verimlilik sınıfı — [577, 826, 1279, 844]
cell-description: DE der Luftstrom bei maximaler Geschwindigkeit im Normalbetrieb; DA Luftstrøm ved maksimal effekt; HU levegő sebessége maximum teljesítményen; NL luchtstroom bij maximumsnelheid bij normaal gebruik; SK prietok vzduchu pri maximálnom výkone; GA aershreabhadh ag an uaschumhacht; ES el flujo de aire en su ajuste máximo; ET Maksimaalne õhuvool tavakasutusel; LT oro srautas didžiausiu galingumu; PL natężenie przepływu powietrza przy maksymalnej prędkości; SL pretok zraka na maksimalni moči; TR Azami Hızdaki Hava Akımı — [577, 862, 1279, 880]
cell-unit: W — [526, 1162, 577, 1191]
cell-label: Average illumination of the lighting system on the cooking surface — [212, 1209, 422, 1238]
